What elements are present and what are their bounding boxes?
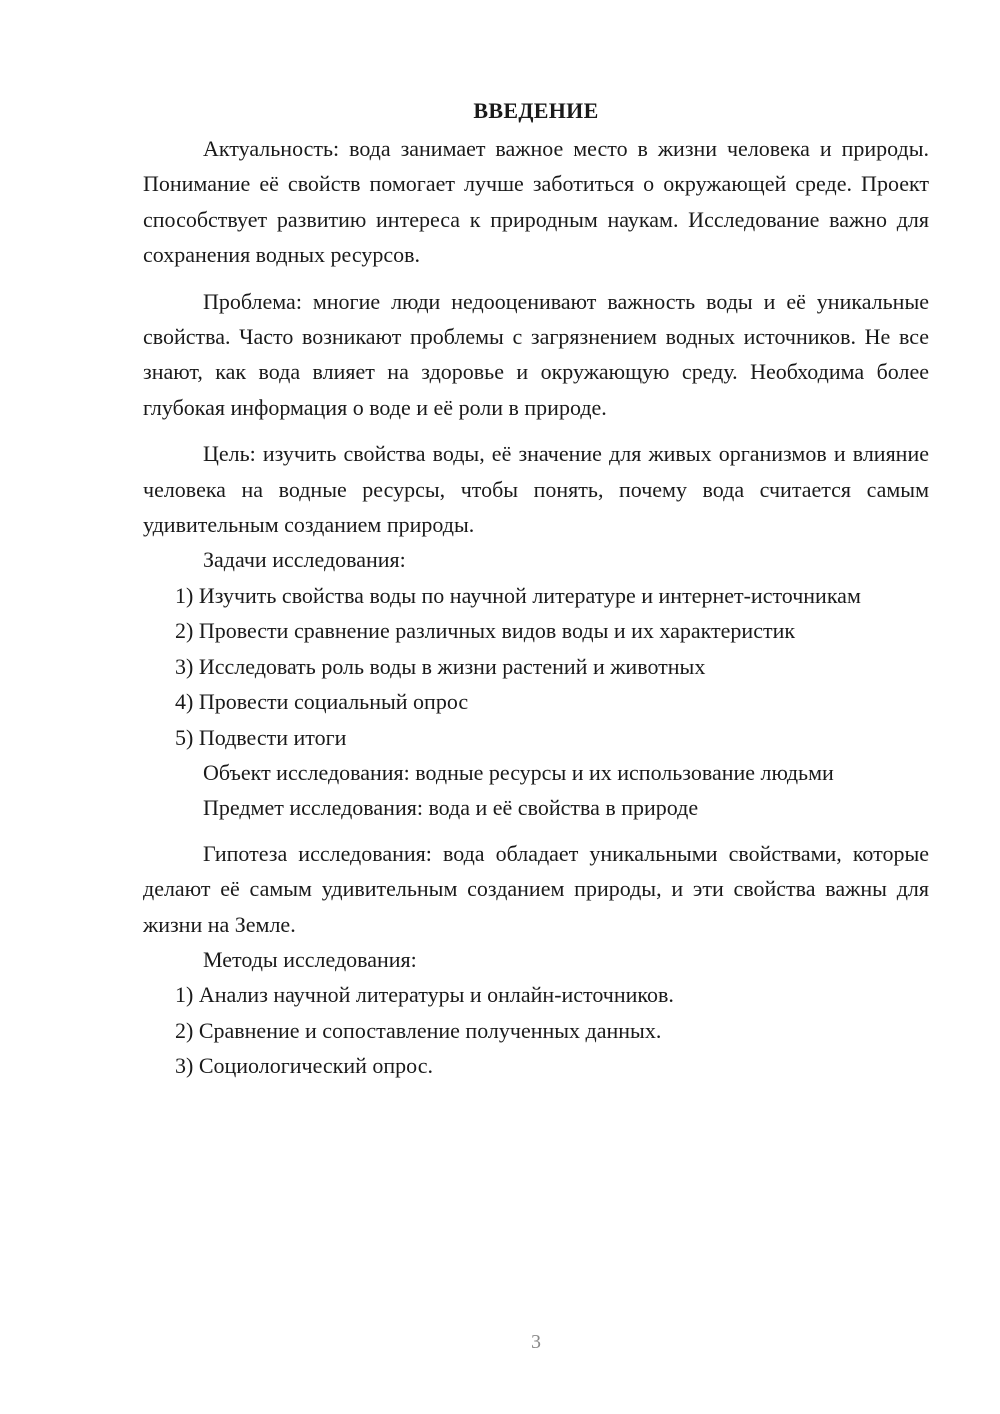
method-item: 2) Сравнение и сопоставление полученных данных. [175,1017,662,1043]
hypothesis-paragraph: Гипотеза исследования: вода обладает уникальными свойствами, которые делают её самым удивительным созданием природы, и эти свойства важны для жизни на Земле. [143,840,929,937]
task-item: 1) Изучить свойства воды по научной литературе и интернет-источникам [175,582,861,608]
research-object: Объект исследования: водные ресурсы и их использование людьми [203,759,834,785]
method-item: 1) Анализ научной литературы и онлайн-источников. [175,982,674,1008]
page-number: 3 [531,1331,541,1353]
tasks-heading: Задачи исследования: [203,547,406,573]
task-item: 5) Подвести итоги [175,724,347,750]
problem-paragraph: Проблема: многие люди недооценивают важность воды и её уникальные свойства. Часто возникают проблемы с загрязнением водных источников. Не все знают, как вода влияет на здоровье и окружающую среду. Необходима более глубокая информация о воде и её роли в природе. [143,288,929,420]
relevance-paragraph: Актуальность: вода занимает важное место в жизни человека и природы. Понимание её свойств помогает лучше заботиться о окружающей среде. Проект способствует развитию интереса к природным наукам. Исследование важно для сохранения водных ресурсов. [143,136,929,268]
methods-heading: Методы исследования: [203,946,417,972]
method-item: 3) Социологический опрос. [175,1053,433,1079]
document-page [143,93,929,1084]
goal-paragraph: Цель: изучить свойства воды, её значение для живых организмов и влияние человека на водные ресурсы, чтобы понять, почему вода считается самым удивительным созданием природы. [143,441,929,538]
research-subject: Предмет исследования: вода и её свойства в природе [203,795,699,821]
task-item: 4) Провести социальный опрос [175,689,469,715]
task-item: 2) Провести сравнение различных видов воды и их характеристик [175,618,796,644]
section-title: ВВЕДЕНИЕ [473,98,599,123]
task-item: 3) Исследовать роль воды в жизни растений и животных [175,653,706,679]
